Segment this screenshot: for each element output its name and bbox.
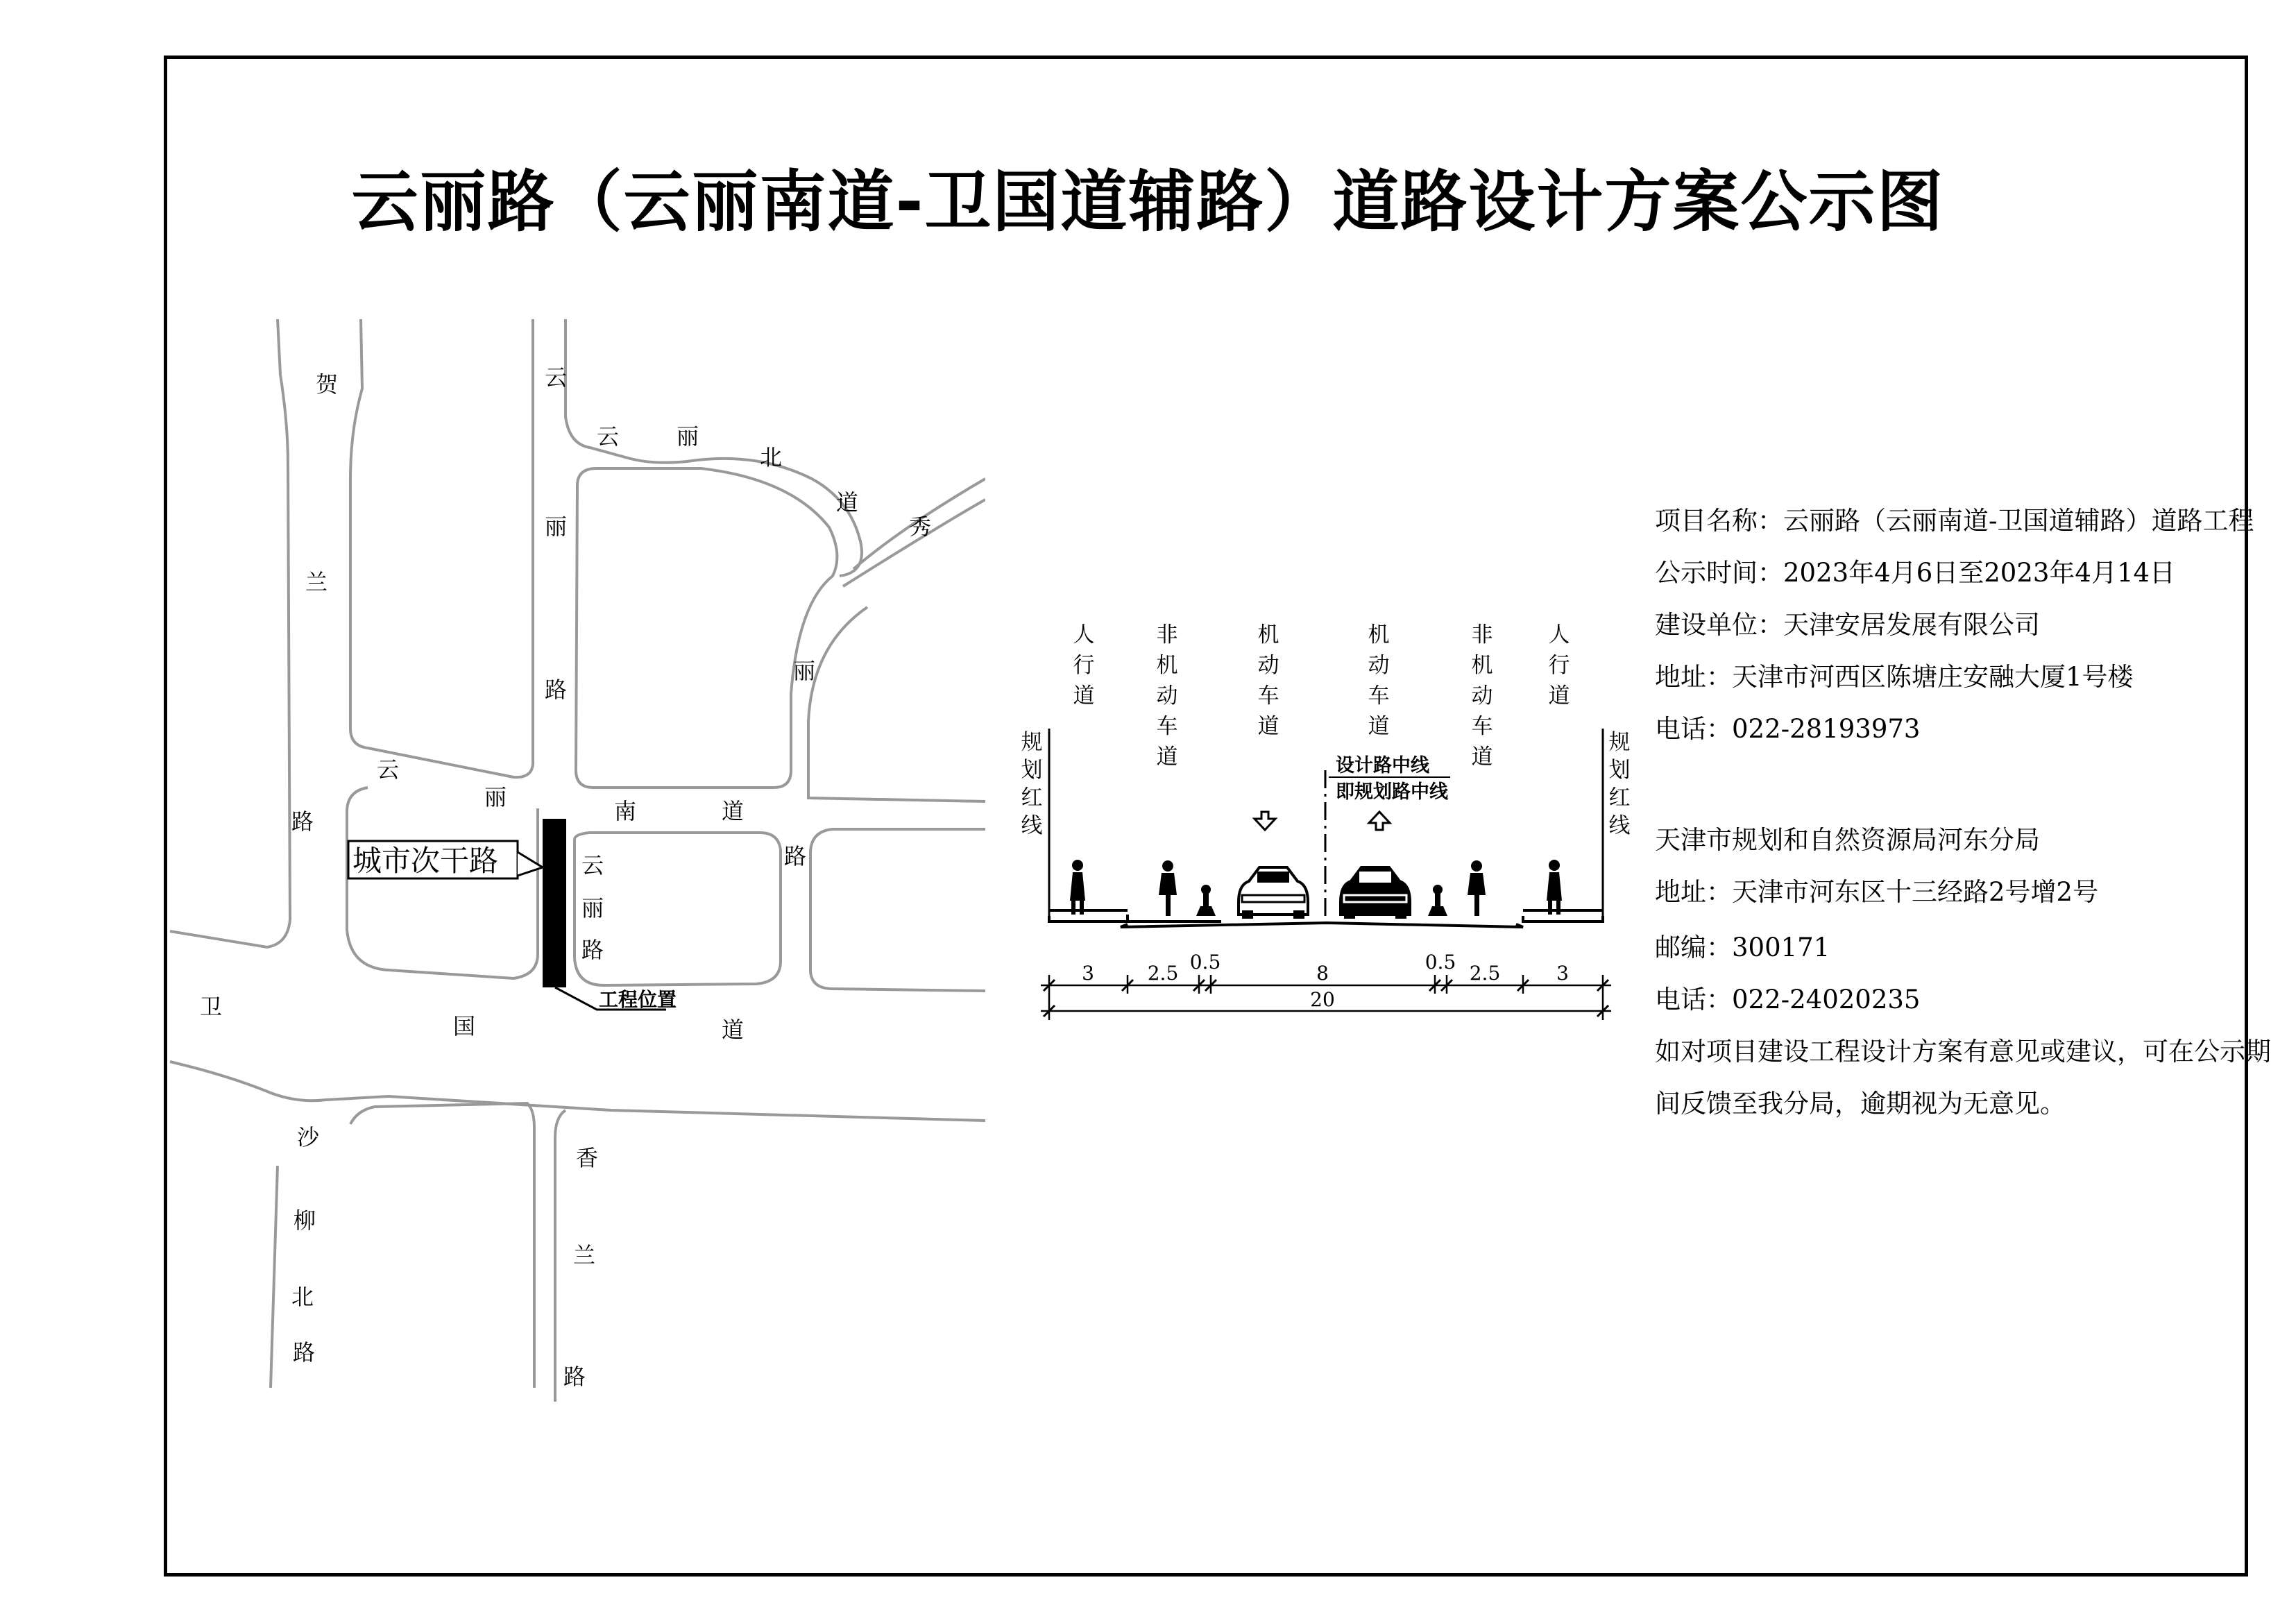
dimension-label: 0.5 [1425, 951, 1456, 974]
authority-name: 天津市规划和自然资源局河东分局 [1655, 825, 2040, 855]
road-label: 卫 [200, 994, 223, 1020]
zone-label-sidewalk-left: 人行道 [1073, 622, 1095, 708]
road-label: 云 [597, 423, 620, 450]
car-right [1341, 867, 1410, 919]
section-figures [1070, 860, 1562, 916]
road-label: 路 [293, 1339, 316, 1366]
road-label: 柳 [294, 1207, 316, 1234]
authority-address: 地址：天津市河东区十三经路2号增2号 [1655, 877, 2099, 907]
road-label: 路 [545, 677, 568, 703]
road-label: 道 [722, 1017, 745, 1043]
zone-label-sidewalk-right: 人行道 [1548, 622, 1570, 708]
road-class-label: 城市次干路 [352, 844, 499, 878]
drawing-title: 云丽路（云丽南道-卫国道辅路）道路设计方案公示图 [351, 163, 1945, 241]
dimension-label: 8 [1316, 962, 1329, 985]
publicity-period: 公示时间：2023年4月6日至2023年4月14日 [1655, 558, 2176, 588]
road-label: 丽 [545, 513, 568, 540]
dimension-label: 0.5 [1189, 951, 1221, 974]
builder-address: 地址：天津市河西区陈塘庄安融大厦1号楼 [1655, 662, 2134, 692]
dimension-label: 2.5 [1147, 962, 1179, 985]
dimension-label: 3 [1556, 962, 1569, 985]
road-label: 北 [760, 444, 783, 470]
project-name: 项目名称：云丽路（云丽南道-卫国道辅路）道路工程 [1655, 506, 2254, 536]
road-label: 南 [614, 798, 637, 824]
road-label: 道 [836, 489, 859, 516]
road-label: 兰 [573, 1242, 596, 1268]
total-width-label: 20 [1310, 988, 1335, 1011]
road-label: 路 [563, 1363, 586, 1390]
red-line-label-left: 规划红线 [1021, 730, 1043, 838]
authority-phone: 电话：022-24020235 [1655, 985, 1921, 1014]
road-label: 路 [581, 937, 604, 963]
postcode: 邮编：300171 [1655, 933, 1830, 962]
road-label: 云 [581, 852, 604, 878]
centerline-label-2: 即规划路中线 [1336, 781, 1448, 803]
road-label: 丽 [677, 423, 699, 450]
road-label: 国 [453, 1013, 476, 1039]
car-left [1239, 867, 1308, 919]
construction-unit: 建设单位：天津安居发展有限公司 [1655, 610, 2040, 640]
builder-phone: 电话：022-28193973 [1655, 714, 1921, 744]
road-label: 路 [784, 843, 807, 869]
zone-label-nonmotor-left: 非机动车道 [1156, 622, 1178, 770]
zone-label-motor-right: 机动车道 [1368, 622, 1390, 739]
road-label: 沙 [297, 1124, 320, 1150]
dimension-label: 2.5 [1469, 962, 1501, 985]
road-label: 云 [377, 756, 400, 783]
zone-label-motor-left: 机动车道 [1257, 622, 1279, 739]
road-label: 丽 [581, 895, 604, 921]
road-label: 路 [291, 808, 314, 835]
road-label: 北 [291, 1284, 314, 1310]
road-label: 兰 [305, 569, 328, 595]
road-label: 丽 [484, 784, 507, 810]
road-label: 道 [722, 798, 745, 824]
project-location-label: 工程位置 [599, 988, 677, 1011]
red-line-label-right: 规划红线 [1608, 730, 1631, 838]
road-label: 丽 [793, 658, 816, 684]
road-label: 秀 [909, 513, 932, 540]
road-label: 云 [545, 364, 568, 391]
road-label: 贺 [316, 371, 339, 398]
notice-line-1: 如对项目建设工程设计方案有意见或建议，可在公示期 [1655, 1037, 2271, 1067]
dimension-label: 3 [1082, 962, 1094, 985]
zone-label-nonmotor-right: 非机动车道 [1471, 622, 1493, 770]
centerline-label-1: 设计路中线 [1336, 755, 1429, 776]
road-label: 香 [576, 1145, 599, 1171]
notice-line-2: 间反馈至我分局，逾期视为无意见。 [1655, 1089, 2066, 1119]
